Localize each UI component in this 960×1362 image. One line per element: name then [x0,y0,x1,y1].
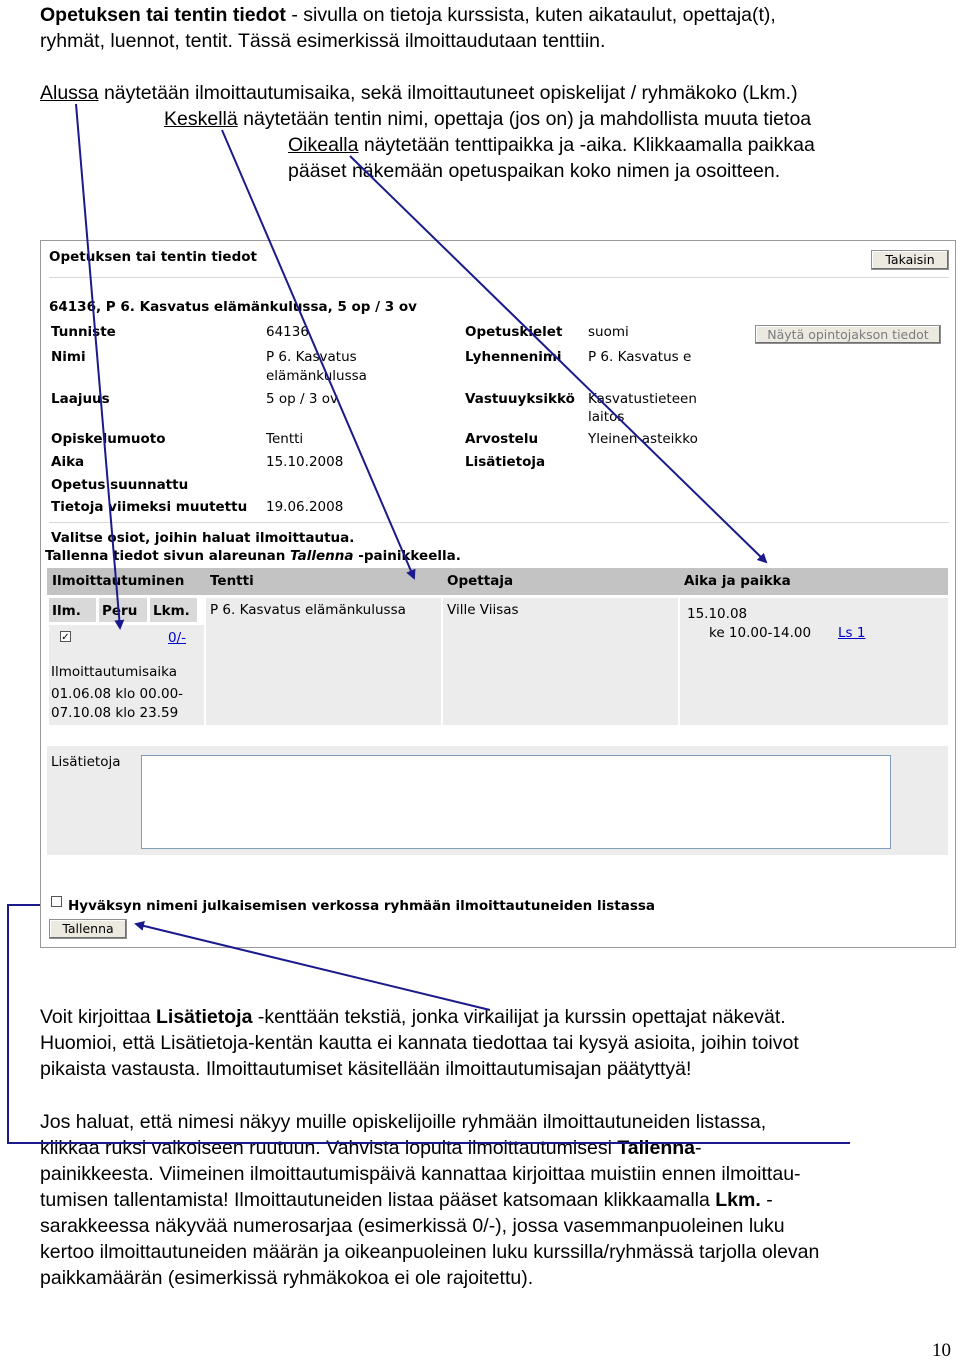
consent-checkbox[interactable] [51,896,62,907]
intro-oikealla: Oikealla [288,134,359,156]
col-teacher: Opettaja [447,573,514,589]
body-line [40,1187,955,1213]
intro-line-1-text: - sivulla on tietoja kurssista, kuten aikataulut, opettaja(t), [285,4,776,26]
instruction-save-a: Tallenna tiedot sivun alareunan [45,548,291,564]
divider [49,277,949,278]
intro-alussa: Alussa [40,82,99,104]
enrollment-period-label: Ilmoittautumisaika [51,664,177,680]
place-link[interactable]: Ls 1 [838,625,866,641]
info-value: laitos [588,409,625,425]
info-value: Tentti [266,431,304,447]
consent-label: Hyväksyn nimeni julkaisemisen verkossa ryhmään ilmoittautuneiden listassa [68,898,656,914]
info-label: Arvostelu [465,431,539,447]
col-time-place: Aika ja paikka [684,573,791,589]
panel-title: Opetuksen tai tentin tiedot [49,249,257,265]
intro-line-5 [288,132,815,158]
intro-line-4-text: näytetään tentin nimi, opettaja (jos on) ja mahdollista muuta tietoa [237,108,812,130]
body-text: - [760,1189,773,1211]
info-label: Opiskelumuoto [51,431,166,447]
back-button[interactable]: Takaisin [871,250,949,270]
info-label: Opetuskielet [465,324,563,340]
col-enrollment: Ilmoittautuminen [52,573,185,589]
intro-line-5-text: näytetään tenttipaikka ja -aika. Klikkaamalla paikkaa [358,134,815,156]
sub-peru: Peru [102,603,138,619]
info-value: 19.06.2008 [266,499,344,515]
enroll-checkbox[interactable]: ✓ [61,632,70,643]
body-bold: Tallenna [617,1137,695,1159]
info-label: Lisätietoja [465,454,546,470]
enrollment-period-end: 07.10.08 klo 23.59 [51,705,179,721]
enrollment-period-start: 01.06.08 klo 00.00- [51,686,184,702]
intro-line-1 [40,2,776,28]
intro-line-3 [40,80,798,106]
info-value: Kasvatustieteen [588,391,697,407]
body-line [40,1004,786,1030]
body-line: Huomioi, että Lisätietoja-kentän kautta ei kannata tiedottaa tai kysyä asioita, joihin toivot [40,1032,799,1054]
info-value: elämänkulussa [266,368,367,384]
info-value: 64136 [266,324,309,340]
info-label: Aika [51,454,85,470]
body-line: paikkamäärän (esimerkissä ryhmäkokoa ei ole rajoitettu). [40,1267,534,1289]
teacher-name: Ville Viisas [447,602,519,618]
info-label: Opetus suunnattu [51,477,189,493]
info-label: Vastuuyksikkö [465,391,575,407]
info-value: Yleinen asteikko [588,431,698,447]
info-value: P 6. Kasvatus e [588,349,692,365]
info-value: suomi [588,324,629,340]
info-value: 15.10.2008 [266,454,344,470]
save-button[interactable]: Tallenna [49,919,127,939]
intro-keskella: Keskellä [164,108,238,130]
body-bold: Lkm. [715,1189,761,1211]
extra-info-label: Lisätietoja [51,754,121,770]
info-label: Tunniste [51,324,116,340]
course-heading: 64136, P 6. Kasvatus elämänkulussa, 5 op / 3 ov [49,299,417,315]
info-label: Lyhennenimi [465,349,562,365]
intro-line-2: ryhmät, luennot, tentit. Tässä esimerkissä ilmoittaudutaan tenttiin. [40,30,606,52]
intro-line-4 [164,106,811,132]
info-value: 5 op / 3 ov [266,391,338,407]
body-text: - [695,1137,702,1159]
extra-info-textarea[interactable] [141,755,891,849]
intro-page-name: Opetuksen tai tentin tiedot [40,4,286,26]
exam-name: P 6. Kasvatus elämänkulussa [210,602,406,618]
show-course-info-button[interactable]: Näytä opintojakson tiedot [755,325,941,344]
info-value: P 6. Kasvatus [266,349,357,365]
body-line: pikaista vastausta. Ilmoittautumiset käsitellään ilmoittautumisajan päätyttyä! [40,1058,692,1080]
screenshot-panel [40,240,956,948]
instruction-save-italic: Tallenna [290,548,354,564]
body-text: tumisen tallentamista! Ilmoittautuneiden listaa pääset katsomaan klikkaamalla [40,1189,716,1211]
sub-lkm: Lkm. [153,603,190,619]
divider [49,522,949,523]
info-label: Tietoja viimeksi muutettu [51,499,248,515]
intro-line-6: pääset näkemään opetuspaikan koko nimen ja osoitteen. [288,160,781,182]
page-number: 10 [932,1340,951,1361]
instruction-save-b: -painikkeella. [353,548,461,564]
body-line: painikkeesta. Viimeinen ilmoittautumispäivä kannattaa kirjoittaa muistiin ennen ilmoittau- [40,1163,801,1185]
body-text: klikkaa ruksi valkoiseen ruutuun. Vahvista lopulta ilmoittautumisesi [40,1137,618,1159]
body-bold: Lisätietoja [155,1006,253,1028]
body-text: -kenttään tekstiä, jonka virkailijat ja kurssin opettajat näkevät. [252,1006,786,1028]
body-text: Voit kirjoittaa [40,1006,156,1028]
body-line: sarakkeessa näkyvää numerosarjaa (esimerkissä 0/-), jossa vasemmanpuoleinen luku [40,1215,785,1237]
instruction-save [45,548,461,565]
instruction-select: Valitse osiot, joihin haluat ilmoittautua. [51,530,355,546]
intro-line-3-text: näytetään ilmoittautumisaika, sekä ilmoittautuneet opiskelijat / ryhmäkoko (Lkm.) [98,82,798,104]
info-label: Laajuus [51,391,110,407]
info-label: Nimi [51,349,86,365]
exam-time: ke 10.00-14.00 [709,625,812,641]
body-line: Jos haluat, että nimesi näkyy muille opiskelijoille ryhmään ilmoittautuneiden listassa, [40,1111,767,1133]
col-exam: Tentti [210,573,254,589]
body-line [40,1135,955,1161]
lkm-link[interactable]: 0/- [168,630,187,646]
sub-ilm: Ilm. [52,603,81,619]
exam-date: 15.10.08 [687,606,748,622]
body-line: kertoo ilmoittautuneiden määrän ja oikeanpuoleinen luku kurssilla/ryhmässä tarjolla olevan [40,1241,820,1263]
